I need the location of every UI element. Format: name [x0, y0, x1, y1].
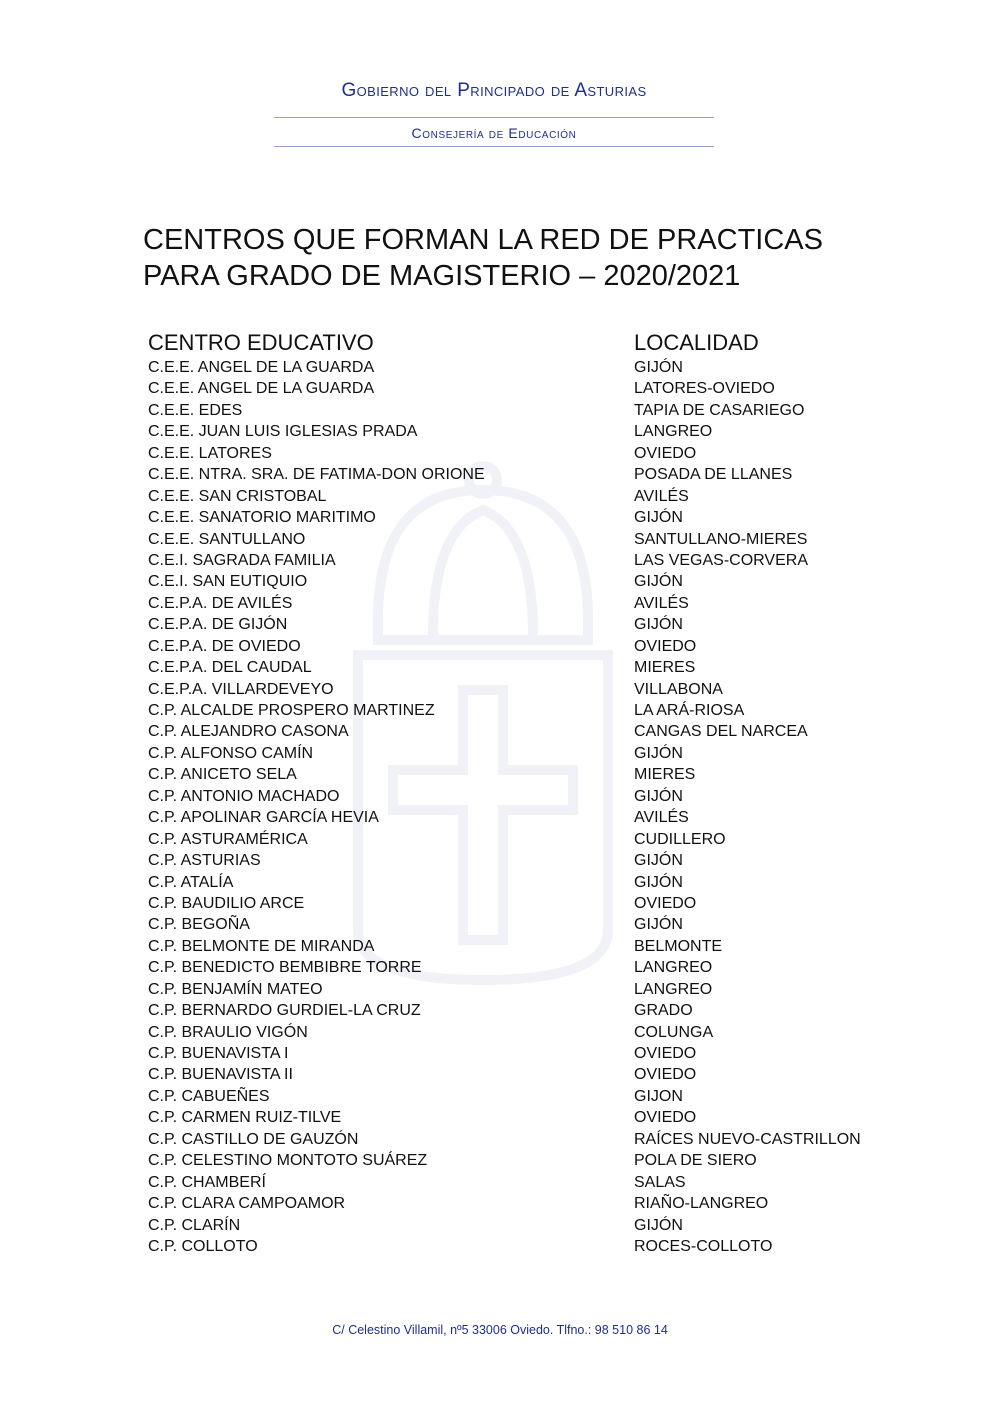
centro-cell: C.P. BRAULIO VIGÓN — [148, 1023, 308, 1041]
centro-cell: C.P. BUENAVISTA I — [148, 1045, 289, 1062]
localidad-cell: GRADO — [634, 1002, 693, 1020]
header-rule-bottom — [274, 146, 714, 147]
table-row — [148, 614, 928, 635]
table-row — [148, 507, 928, 528]
table-row — [148, 529, 928, 550]
centro-cell: C.P. ALCALDE PROSPERO MARTINEZ — [148, 702, 435, 719]
table-row — [148, 1107, 928, 1128]
centro-cell: C.P. CABUEÑES — [148, 1087, 270, 1105]
localidad-cell: MIERES — [634, 659, 696, 677]
localidad-cell: OVIEDO — [634, 1045, 697, 1062]
localidad-cell: LAS VEGAS-CORVERA — [634, 551, 808, 569]
government-name: Gobierno del Principado de Asturias — [341, 80, 647, 101]
localidad-cell: ROCES-COLLOTO — [634, 1237, 773, 1255]
table-row — [148, 1022, 928, 1043]
table-row — [148, 443, 928, 464]
table-row — [148, 1043, 928, 1064]
localidad-cell: MIERES — [634, 766, 696, 784]
table-row — [148, 1236, 928, 1257]
table-row — [148, 807, 928, 828]
centro-cell: C.P. CHAMBERÍ — [148, 1173, 266, 1191]
centro-cell: C.E.E. SANTULLANO — [148, 530, 306, 548]
centro-cell: C.P. CARMEN RUIZ-TILVE — [148, 1109, 342, 1127]
localidad-cell: LANGREO — [634, 423, 713, 441]
localidad-cell: GIJÓN — [634, 852, 683, 870]
table-row — [148, 679, 928, 700]
centro-cell: C.E.I. SAGRADA FAMILIA — [148, 551, 336, 569]
localidad-cell: OVIEDO — [634, 894, 697, 912]
centro-cell: C.P. BUENAVISTA II — [148, 1066, 293, 1084]
table-row — [148, 721, 928, 742]
table-row — [148, 893, 928, 914]
centro-cell: C.P. ANICETO SELA — [148, 766, 297, 784]
localidad-cell: SANTULLANO-MIERES — [634, 530, 808, 548]
centro-cell: C.P. ALEJANDRO CASONA — [148, 723, 349, 741]
department-name: Consejería de Educación — [411, 125, 577, 141]
centro-cell: C.P. ATALÍA — [148, 873, 234, 891]
localidad-cell: GIJÓN — [634, 744, 683, 762]
table-row — [148, 571, 928, 592]
table-row — [148, 764, 928, 785]
centro-cell: C.E.E. NTRA. SRA. DE FATIMA-DON ORIONE — [148, 466, 485, 484]
table-row — [148, 486, 928, 507]
localidad-cell: CUDILLERO — [634, 830, 726, 848]
centro-cell: C.E.E. SAN CRISTOBAL — [148, 487, 327, 505]
table-row — [148, 550, 928, 571]
centro-cell: C.P. ASTURAMÉRICA — [148, 830, 308, 848]
centro-cell: C.P. ANTONIO MACHADO — [148, 787, 340, 805]
centro-cell: C.P. BENEDICTO BEMBIBRE TORRE — [148, 959, 422, 977]
header-rule-top — [274, 117, 714, 118]
table-row — [148, 1129, 928, 1150]
table-row — [148, 979, 928, 1000]
centro-cell: C.P. CLARÍN — [148, 1216, 241, 1234]
localidad-cell: CANGAS DEL NARCEA — [634, 723, 808, 741]
table-row — [148, 657, 928, 678]
table-row — [148, 421, 928, 442]
table-row — [148, 957, 928, 978]
localidad-cell: RAÍCES NUEVO-CASTRILLON — [634, 1130, 861, 1148]
table-row — [148, 378, 928, 399]
centro-cell: C.E.P.A. VILLARDEVEYO — [148, 680, 334, 698]
centro-cell: C.E.E. SANATORIO MARITIMO — [148, 509, 376, 527]
localidad-cell: GIJÓN — [634, 573, 683, 591]
table-row — [148, 850, 928, 871]
document-title — [143, 222, 863, 294]
localidad-cell: GIJÓN — [634, 616, 683, 634]
localidad-cell: OVIEDO — [634, 637, 697, 655]
table-row — [148, 1215, 928, 1236]
localidad-cell: GIJÓN — [634, 916, 683, 934]
table-row — [148, 464, 928, 485]
centro-cell: C.P. BENJAMÍN MATEO — [148, 980, 323, 998]
table-row — [148, 1150, 928, 1171]
localidad-cell: RIAÑO-LANGREO — [634, 1195, 769, 1213]
centro-cell: C.P. BEGOÑA — [148, 916, 250, 934]
title-line-2: PARA GRADO DE MAGISTERIO – 2020/2021 — [143, 260, 741, 292]
centro-cell: C.E.E. EDES — [148, 401, 243, 419]
localidad-cell: LANGREO — [634, 980, 713, 998]
table-row — [148, 743, 928, 764]
centro-cell: C.P. APOLINAR GARCÍA HEVIA — [148, 809, 379, 827]
localidad-cell: POLA DE SIERO — [634, 1152, 757, 1170]
centers-table — [148, 357, 928, 1257]
centro-cell: C.E.E. ANGEL DE LA GUARDA — [148, 359, 375, 376]
localidad-cell: OVIEDO — [634, 1109, 697, 1127]
centro-cell: C.E.E. ANGEL DE LA GUARDA — [148, 380, 375, 398]
table-row — [148, 1172, 928, 1193]
table-row — [148, 936, 928, 957]
localidad-cell: GIJÓN — [634, 509, 683, 527]
localidad-cell: AVILÉS — [634, 487, 689, 505]
centro-cell: C.P. ALFONSO CAMÍN — [148, 744, 314, 762]
centro-cell: C.P. ASTURIAS — [148, 852, 261, 870]
localidad-cell: SALAS — [634, 1173, 686, 1191]
centro-cell: C.E.I. SAN EUTIQUIO — [148, 573, 308, 591]
localidad-cell: GIJÓN — [634, 873, 683, 891]
localidad-cell: BELMONTE — [634, 937, 723, 955]
centro-cell: C.E.P.A. DE OVIEDO — [148, 637, 301, 655]
centro-cell: C.P. CLARA CAMPOAMOR — [148, 1195, 346, 1213]
centro-cell: C.E.P.A. DE AVILÉS — [148, 594, 293, 612]
centro-cell: C.P. BERNARDO GURDIEL-LA CRUZ — [148, 1002, 421, 1020]
table-row — [148, 1000, 928, 1021]
localidad-cell: GIJÓN — [634, 359, 683, 376]
table-row — [148, 400, 928, 421]
table-row — [148, 829, 928, 850]
table-row — [148, 1086, 928, 1107]
localidad-cell: COLUNGA — [634, 1023, 714, 1041]
localidad-cell: AVILÉS — [634, 594, 689, 612]
footer-address: C/ Celestino Villamil, nº5 33006 Oviedo. Tlfno.: 98 510 86 14 — [332, 1323, 668, 1337]
localidad-cell: VILLABONA — [634, 680, 723, 698]
centro-cell: C.E.P.A. DEL CAUDAL — [148, 659, 312, 677]
centro-cell: C.P. BELMONTE DE MIRANDA — [148, 937, 375, 955]
localidad-cell: GIJÓN — [634, 1216, 683, 1234]
table-row — [148, 914, 928, 935]
localidad-cell: LANGREO — [634, 959, 713, 977]
table-row — [148, 593, 928, 614]
table-row — [148, 357, 928, 378]
centro-cell: C.E.P.A. DE GIJÓN — [148, 616, 288, 634]
centro-cell: C.P. CELESTINO MONTOTO SUÁREZ — [148, 1152, 428, 1170]
column-header-localidad: LOCALIDAD — [634, 330, 759, 355]
localidad-cell: LATORES-OVIEDO — [634, 380, 775, 398]
centro-cell: C.P. COLLOTO — [148, 1237, 258, 1255]
title-line-1: CENTROS QUE FORMAN LA RED DE PRACTICAS — [143, 224, 823, 256]
centro-cell: C.E.E. LATORES — [148, 444, 272, 462]
centro-cell: C.P. BAUDILIO ARCE — [148, 894, 305, 912]
localidad-cell: OVIEDO — [634, 1066, 697, 1084]
localidad-cell: GIJON — [634, 1087, 683, 1105]
localidad-cell: OVIEDO — [634, 444, 697, 462]
centro-cell: C.P. CASTILLO DE GAUZÓN — [148, 1130, 359, 1148]
table-row — [148, 872, 928, 893]
table-row — [148, 786, 928, 807]
localidad-cell: TAPIA DE CASARIEGO — [634, 401, 805, 419]
table-row — [148, 1064, 928, 1085]
table-row — [148, 1193, 928, 1214]
column-header-centro: CENTRO EDUCATIVO — [148, 330, 374, 355]
localidad-cell: POSADA DE LLANES — [634, 466, 793, 484]
localidad-cell: GIJÓN — [634, 787, 683, 805]
centro-cell: C.E.E. JUAN LUIS IGLESIAS PRADA — [148, 423, 418, 441]
table-row — [148, 636, 928, 657]
localidad-cell: AVILÉS — [634, 809, 689, 827]
table-row — [148, 700, 928, 721]
localidad-cell: LA ARÁ-RIOSA — [634, 702, 745, 719]
